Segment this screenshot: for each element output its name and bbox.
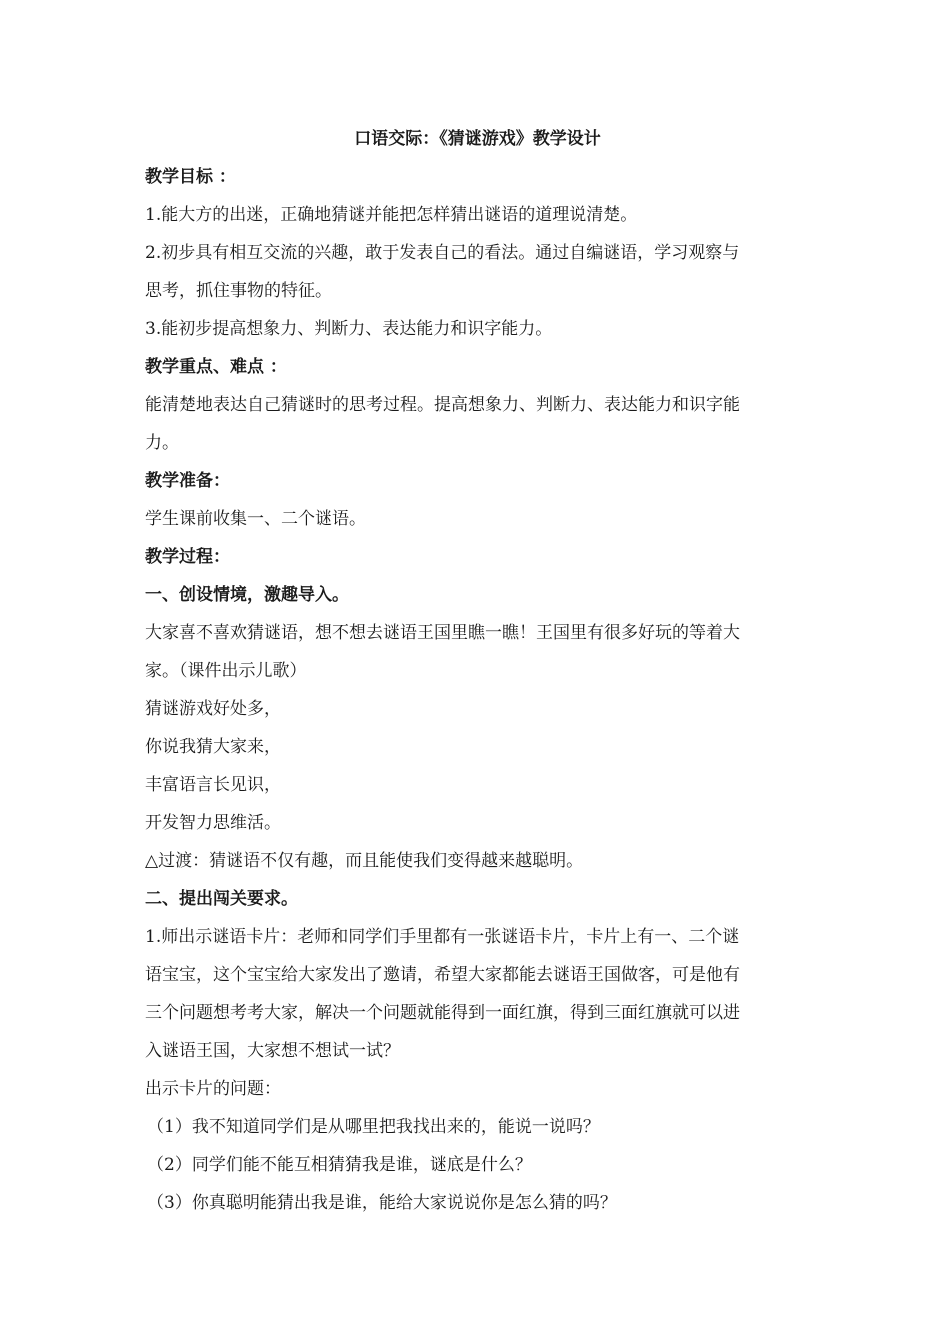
paragraph-line: 三个问题想考考大家，解决一个问题就能得到一面红旗，得到三面红旗就可以进	[145, 1003, 740, 1023]
poem-line: 丰富语言长见识，	[145, 775, 281, 795]
paragraph-line: 家。（课件出示儿歌）	[145, 661, 307, 681]
paragraph-line: 大家喜不喜欢猜谜语，想不想去谜语王国里瞧一瞧！王国里有很多好玩的等着大	[145, 623, 740, 643]
paragraph-line: 1.能大方的出迷，正确地猜谜并能把怎样猜出谜语的道理说清楚。	[145, 205, 638, 225]
poem-line: 你说我猜大家来，	[145, 737, 281, 757]
subsection-heading-intro: 一、创设情境，激趣导入。	[145, 585, 349, 605]
section-heading-preparation: 教学准备：	[145, 471, 230, 491]
section-heading-objectives: 教学目标 ：	[145, 167, 236, 187]
paragraph-line: 力。	[145, 433, 179, 453]
section-heading-key-points: 教学重点、难点 ：	[145, 357, 287, 377]
paragraph-line: 思考，抓住事物的特征。	[145, 281, 332, 301]
card-question-3: （3）你真聪明能猜出我是谁，能给大家说说你是怎么猜的吗？	[147, 1193, 617, 1213]
paragraph-line: 入谜语王国，大家想不想试一试？	[145, 1041, 400, 1061]
subsection-heading-requirements: 二、提出闯关要求。	[145, 889, 298, 909]
paragraph-line: 出示卡片的问题：	[145, 1079, 281, 1099]
paragraph-line: 学生课前收集一、二个谜语。	[145, 509, 366, 529]
poem-line: 开发智力思维活。	[145, 813, 281, 833]
document-title: 口语交际：《猜谜游戏》教学设计	[354, 129, 601, 149]
paragraph-line: 2.初步具有相互交流的兴趣，敢于发表自己的看法。通过自编谜语，学习观察与	[145, 243, 740, 263]
document-lines	[145, 158, 810, 1222]
paragraph-line: 能清楚地表达自己猜谜时的思考过程。提高想象力、判断力、表达能力和识字能	[145, 395, 740, 415]
document-body	[145, 120, 810, 1222]
paragraph-line: 语宝宝，这个宝宝给大家发出了邀请，希望大家都能去谜语王国做客，可是他有	[145, 965, 740, 985]
paragraph-line: 1.师出示谜语卡片：老师和同学们手里都有一张谜语卡片，卡片上有一、二个谜	[145, 927, 740, 947]
paragraph-line: 3.能初步提高想象力、判断力、表达能力和识字能力。	[145, 319, 553, 339]
transition-note: △过渡：猜谜语不仅有趣，而且能使我们变得越来越聪明。	[145, 851, 584, 871]
poem-line: 猜谜游戏好处多，	[145, 699, 281, 719]
card-question-2: （2）同学们能不能互相猜猜我是谁，谜底是什么？	[147, 1155, 532, 1175]
card-question-1: （1）我不知道同学们是从哪里把我找出来的，能说一说吗？	[147, 1117, 600, 1137]
section-heading-process: 教学过程：	[145, 547, 230, 567]
